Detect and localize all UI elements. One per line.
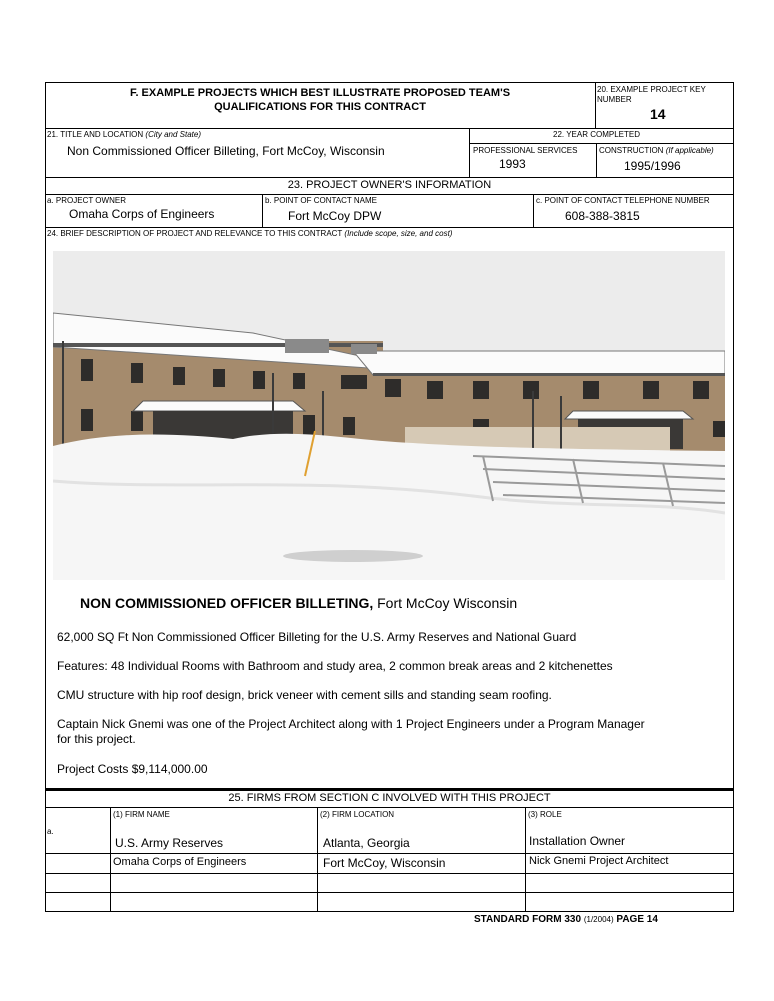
col-divider-22 xyxy=(469,128,470,177)
description-line-3: CMU structure with hip roof design, brick veneer with cement sills and standing seam roofing. xyxy=(57,688,552,702)
footer-page: PAGE 14 xyxy=(616,914,658,925)
title-location-value: Non Commissioned Officer Billeting, Fort McCoy, Wisconsin xyxy=(67,144,385,158)
owner-divider-2 xyxy=(533,194,534,227)
firms-title: 25. FIRMS FROM SECTION C INVOLVED WITH THIS PROJECT xyxy=(228,792,551,804)
professional-services-label: PROFESSIONAL SERVICES xyxy=(473,146,578,155)
firms-line-2 xyxy=(45,853,734,854)
professional-services-value: 1993 xyxy=(499,157,526,171)
firms-line-1 xyxy=(45,807,734,808)
firms-line-3 xyxy=(45,873,734,874)
footer-form: STANDARD FORM 330 xyxy=(474,914,582,925)
row-line-24 xyxy=(45,227,734,228)
description-label xyxy=(47,229,452,239)
photo-canopy-left xyxy=(133,401,305,411)
firm-row-2-name: Omaha Corps of Engineers xyxy=(113,856,247,868)
firm-row-1-name: U.S. Army Reserves xyxy=(115,836,224,850)
photo-roof-edge-left xyxy=(53,343,383,347)
owner-info-title: 23. PROJECT OWNER'S INFORMATION xyxy=(287,179,492,191)
photo-canopy-right xyxy=(565,411,693,419)
description-label-note: (Include scope, size, and cost) xyxy=(344,229,453,238)
description-line-2: Features: 48 Individual Rooms with Bathroom and study area, 2 common break areas and 2 kitchenettes xyxy=(57,659,613,673)
project-photo xyxy=(53,251,725,580)
construction-label xyxy=(599,146,714,156)
owner-divider-1 xyxy=(262,194,263,227)
key-label xyxy=(597,85,706,105)
key-number: 14 xyxy=(650,106,666,122)
row-line-23b xyxy=(45,194,734,195)
phone-value: 608-388-3815 xyxy=(565,209,640,223)
description-label-text: 24. BRIEF DESCRIPTION OF PROJECT AND RELEVANCE TO THIS CONTRACT xyxy=(47,229,343,238)
row-marker: a. xyxy=(47,827,54,836)
row-line-23 xyxy=(45,177,734,178)
firm-row-1-role: Installation Owner xyxy=(529,834,626,848)
year-completed-line xyxy=(469,143,734,144)
key-label-line1: 20. EXAMPLE PROJECT KEY xyxy=(597,85,706,94)
contact-label: b. POINT OF CONTACT NAME xyxy=(265,196,378,205)
description-line-1: 62,000 SQ Ft Non Commissioned Officer Billeting for the U.S. Army Reserves and National Guard xyxy=(57,630,577,644)
firms-line-4 xyxy=(45,892,734,893)
header-divider xyxy=(595,82,596,128)
firms-col-divider-1 xyxy=(317,807,318,912)
firm-role-label: (3) ROLE xyxy=(528,810,562,819)
footer-edition: (1/2004) xyxy=(583,915,614,924)
photo-vent-2 xyxy=(351,344,377,354)
project-heading-location: Fort McCoy Wisconsin xyxy=(373,595,518,611)
form-footer xyxy=(474,914,658,925)
project-heading xyxy=(80,595,517,611)
year-subdivider xyxy=(596,143,597,177)
construction-label-note: (If applicable) xyxy=(665,146,714,155)
project-heading-name: NON COMMISSIONED OFFICER BILLETING, xyxy=(80,595,374,611)
firms-col-divider-2 xyxy=(525,807,526,912)
contact-value: Fort McCoy DPW xyxy=(288,209,382,223)
section-title-line2: QUALIFICATIONS FOR THIS CONTRACT xyxy=(214,101,426,113)
phone-label: c. POINT OF CONTACT TELEPHONE NUMBER xyxy=(536,196,710,205)
key-label-line2: NUMBER xyxy=(597,95,632,104)
firm-row-1-location: Atlanta, Georgia xyxy=(323,836,410,850)
description-line-4a: Captain Nick Gnemi was one of the Project Architect along with 1 Project Engineers under a Program Manager xyxy=(57,717,645,731)
photo-roof-right xyxy=(353,351,725,375)
section-title xyxy=(60,86,580,114)
photo-roof-edge-right xyxy=(373,373,725,376)
row-line-21 xyxy=(45,128,734,129)
firms-col-divider-0 xyxy=(110,807,111,912)
firm-row-2-role: Nick Gnemi Project Architect xyxy=(529,855,669,867)
description-line-4b: for this project. xyxy=(57,732,136,746)
year-completed-label: 22. YEAR COMPLETED xyxy=(553,130,640,139)
firm-location-label: (2) FIRM LOCATION xyxy=(320,810,395,819)
description-line-5: Project Costs $9,114,000.00 xyxy=(57,762,208,776)
section-title-line1: F. EXAMPLE PROJECTS WHICH BEST ILLUSTRATE PROPOSED TEAM'S xyxy=(129,87,511,99)
owner-value: Omaha Corps of Engineers xyxy=(69,207,215,221)
title-location-label-text: 21. TITLE AND LOCATION xyxy=(47,130,144,139)
photo-puddle xyxy=(283,550,423,562)
title-location-label-note: (City and State) xyxy=(145,130,201,139)
title-location-label xyxy=(47,130,201,140)
firm-name-label: (1) FIRM NAME xyxy=(113,810,170,819)
firm-row-2-location: Fort McCoy, Wisconsin xyxy=(323,856,446,870)
construction-value: 1995/1996 xyxy=(624,159,681,173)
owner-label: a. PROJECT OWNER xyxy=(47,196,126,205)
photo-vent-1 xyxy=(285,339,329,353)
construction-label-text: CONSTRUCTION xyxy=(599,146,664,155)
